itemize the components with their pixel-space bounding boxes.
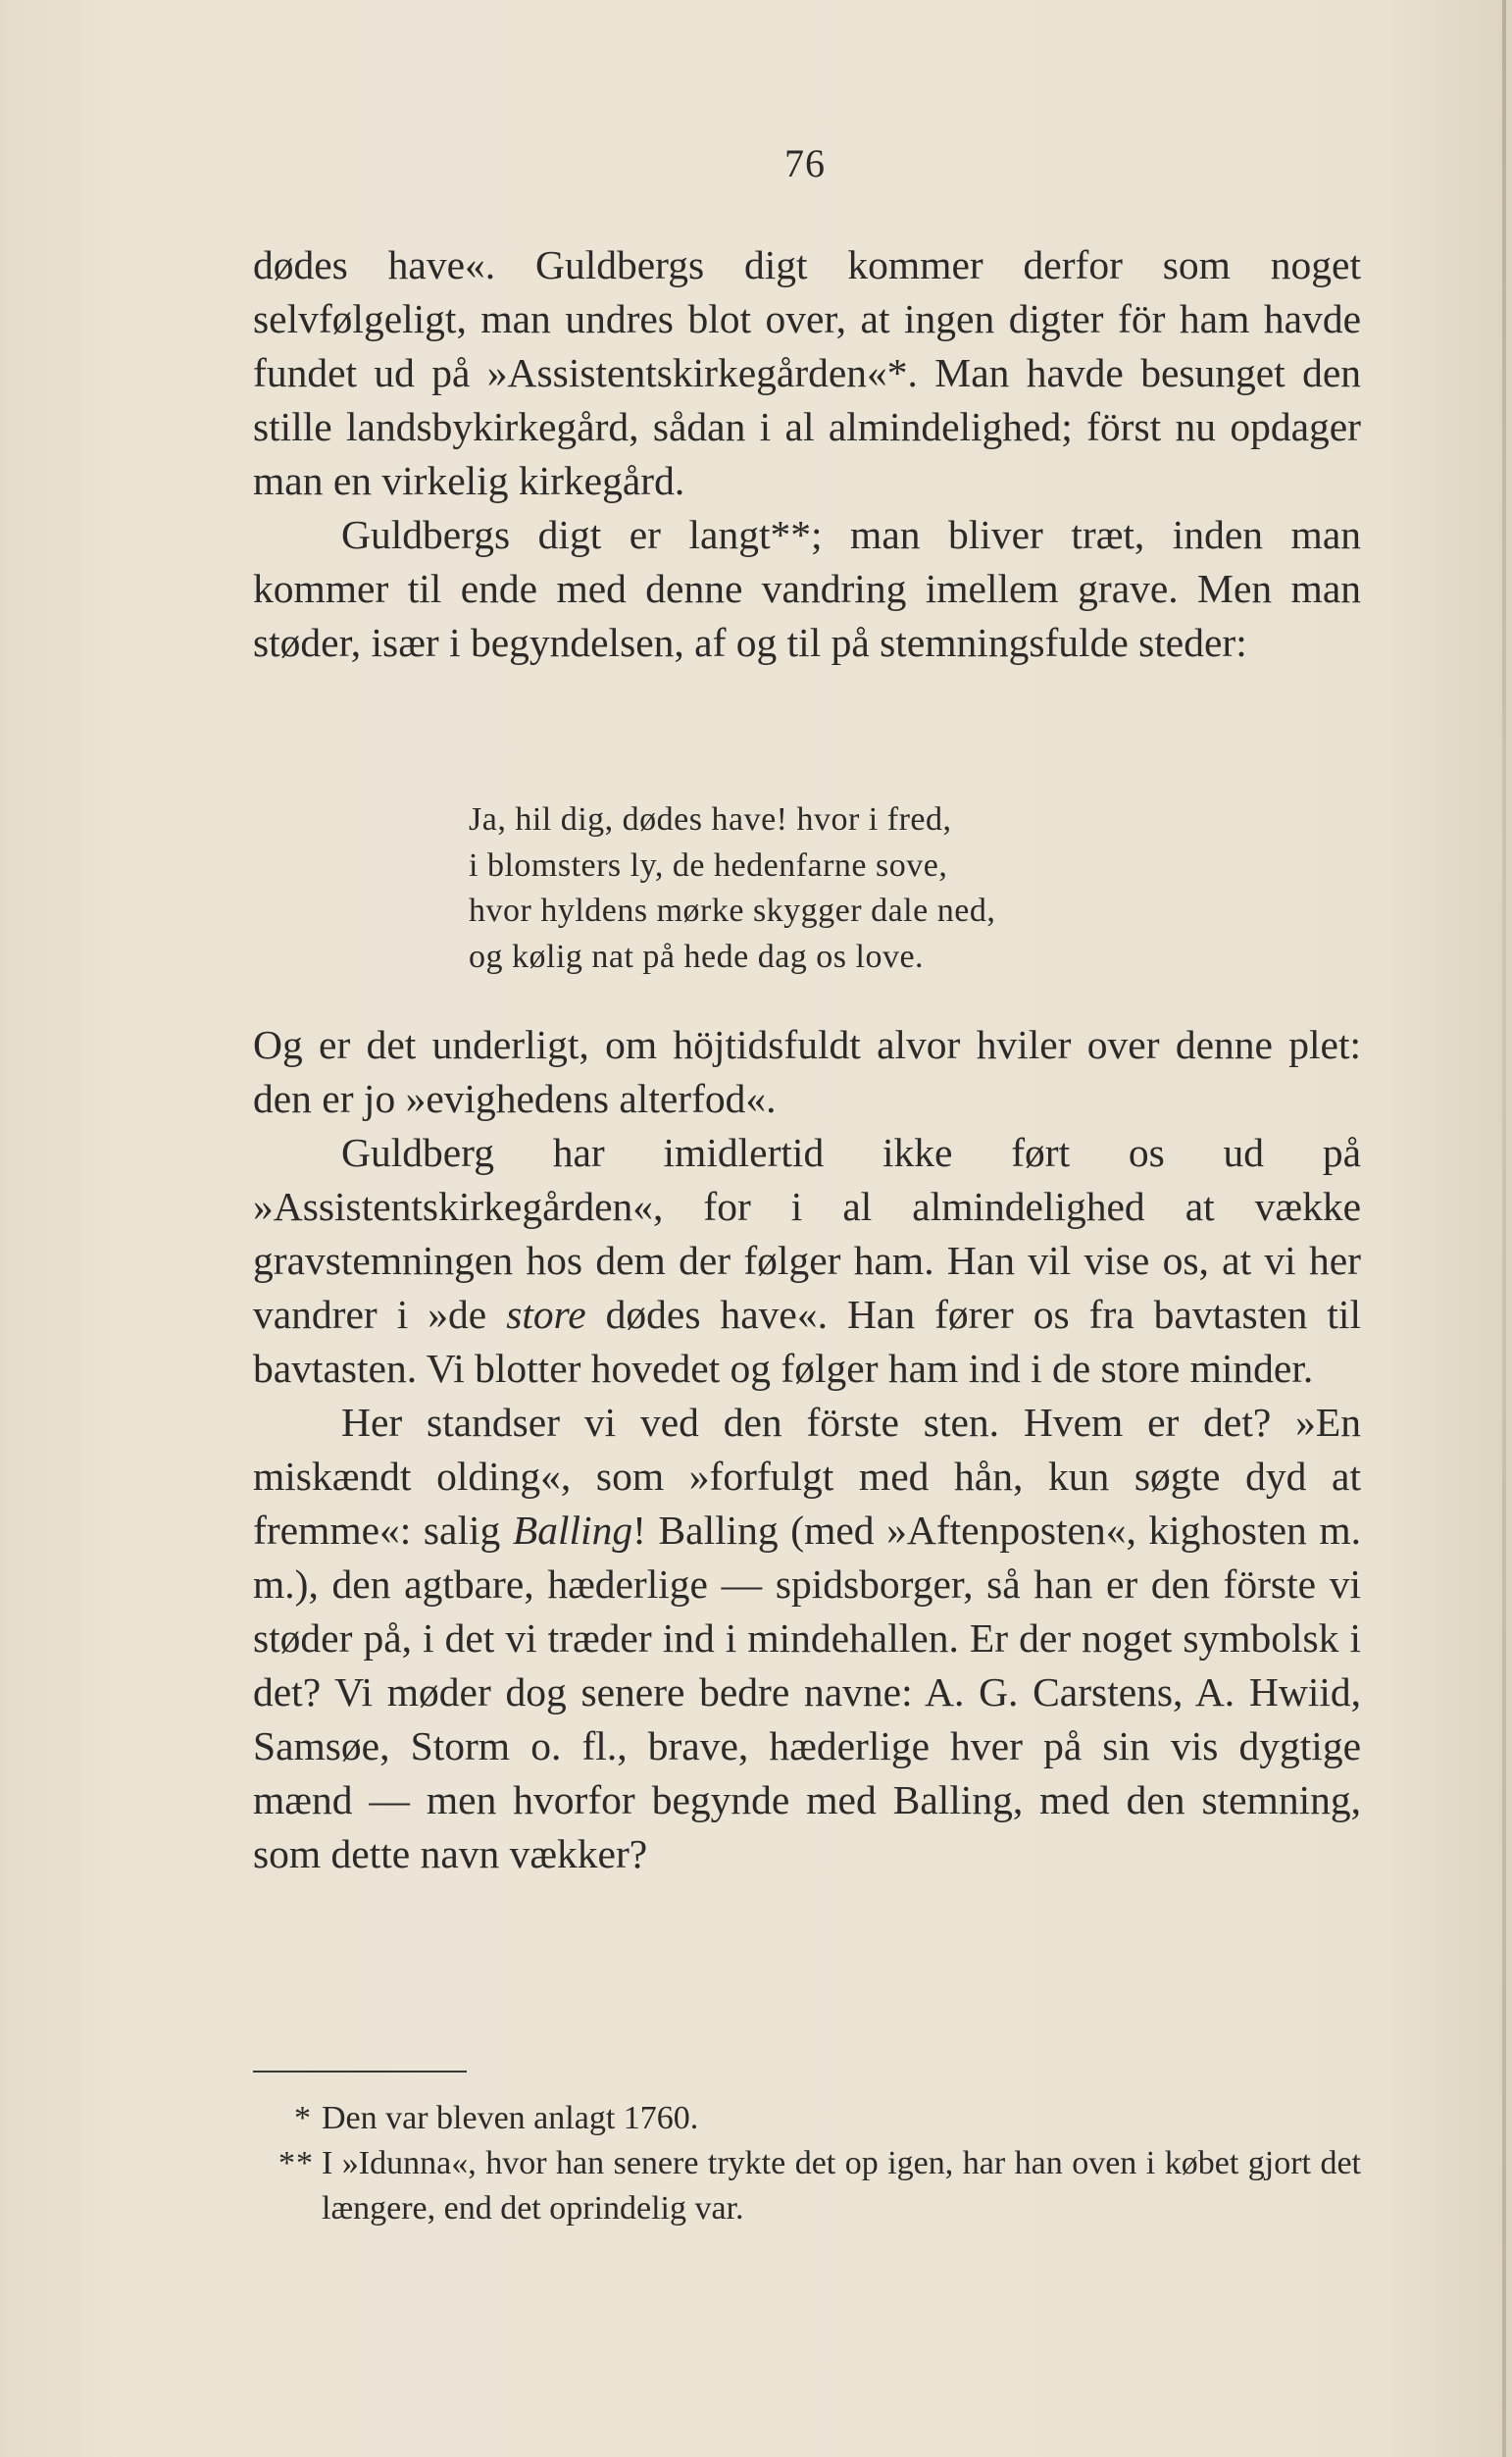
paragraph-4: [253, 1126, 1361, 1396]
paragraph-4-part-1: Guldberg har imidlertid ikke ført os ud på »Assistentskirkegården«, for i al almindelighed at vække gravstemningen hos dem der følger ham. Han vil vise os, at vi her vandrer i »de: [253, 1130, 1361, 1337]
paragraph-5: [253, 1396, 1361, 1881]
paragraph-5-part-2: ! Balling (med »Aftenposten«, kighosten m. m.), den agtbare, hæderlige — spidsborger, så han er den förste vi støder på, i det vi træder ind i mindehallen. Er der noget symbolsk i det? Vi møder dog senere bedre navne: A. G. Carstens, A. Hwiid, Samsøe, Storm o. fl., brave, hæderlige hver på sin vis dygtige mænd — men hvorfor begynde med Balling, med den stemning, som dette navn vækker?: [253, 1508, 1362, 1876]
paragraph-4-emphasis: store: [506, 1292, 586, 1337]
paragraph-2: Guldbergs digt er langt**; man bliver træt, inden man kommer til ende med denne vandring imellem grave. Men man støder, især i begyndelsen, af og til på stemningsfulde steder:: [253, 512, 1361, 665]
paragraph-5-part-1: Her standser vi ved den förste sten. Hvem er det? »En miskændt olding«, som »forfulgt med hån, kun søgte dyd at fremme«: salig: [253, 1400, 1361, 1553]
page-number: 76: [784, 141, 826, 185]
paragraph-1: dødes have«. Guldbergs digt kommer derfor som noget selvfølgeligt, man undres blot over, at ingen digter för ham havde fundet ud på »Assistentskirkegården«*. Man havde besunget den stille landsbykirkegård, sådan i al almindelighed; först nu opdager man en virkelig kirkegård.: [253, 242, 1361, 503]
verse-line: i blomsters ly, de hedenfarne sove,: [469, 846, 948, 884]
footnote-text: Den var bleven anlagt 1760.: [322, 2100, 699, 2136]
verse-quote: [469, 797, 995, 980]
footnotes: [253, 2096, 1361, 2231]
footnote-1: [253, 2096, 1361, 2141]
footnote-mark: *: [294, 2100, 312, 2136]
footnote-text: I »Idunna«, hvor han senere trykte det op igen, har han oven i købet gjort det længere, end det oprindelig var.: [322, 2145, 1361, 2227]
footnote-2: [253, 2141, 1361, 2231]
verse-line: Ja, hil dig, dødes have! hvor i fred,: [469, 801, 952, 838]
footnote-mark: **: [278, 2145, 314, 2181]
paragraph-3: Og er det underligt, om höjtidsfuldt alvor hviler over denne plet: den er jo »evighedens alterfod«.: [253, 1022, 1361, 1121]
body-text-top: [253, 238, 1361, 670]
footnote-divider: [253, 2071, 467, 2073]
verse-line: og kølig nat på hede dag os love.: [469, 938, 925, 975]
page-edge: [1502, 0, 1506, 2457]
paragraph-5-emphasis: Balling: [512, 1508, 633, 1553]
verse-line: hvor hyldens mørke skygger dale ned,: [469, 893, 996, 929]
body-text-bottom: [253, 1018, 1361, 1881]
paragraph-4-part-2: dødes have«. Han fører os fra bavtasten til bavtasten. Vi blotter hovedet og følger ham ind i de store minder.: [253, 1292, 1361, 1391]
